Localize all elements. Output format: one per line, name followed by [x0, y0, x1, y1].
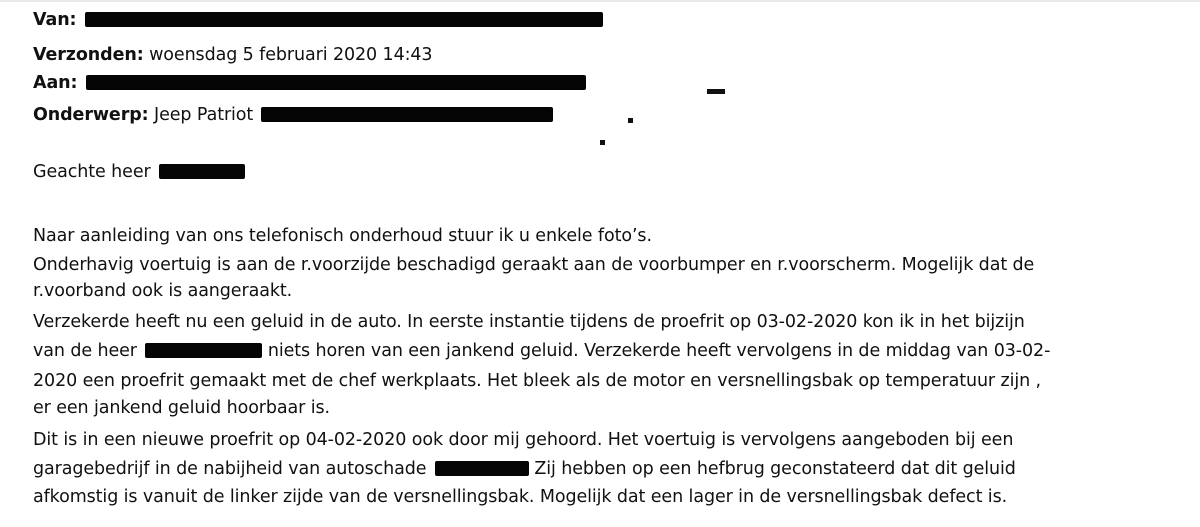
redaction-person — [145, 343, 262, 358]
body-line: Onderhavig voertuig is aan de r.voorzijde beschadigd geraakt aan de voorbumper en r.voorscherm. Mogelijk dat de — [33, 255, 1035, 275]
subject-value: Jeep Patriot — [154, 105, 254, 125]
redaction-from — [85, 12, 603, 27]
redaction-subject — [261, 107, 553, 122]
body-line-part: garagebedrijf in de nabijheid van autoschade — [33, 459, 427, 479]
sent-label: Verzonden: — [33, 45, 144, 65]
scan-speck — [600, 140, 605, 145]
redaction-salutation-name — [159, 164, 245, 179]
salutation-line — [33, 161, 245, 183]
scan-speck — [707, 89, 725, 94]
body-line: r.voorband ook is aangeraakt. — [33, 281, 293, 301]
subject-line — [33, 104, 553, 126]
redaction-company — [435, 461, 529, 476]
subject-label: Onderwerp: — [33, 105, 149, 125]
scan-edge — [0, 0, 1200, 2]
body-line: er een jankend geluid hoorbaar is. — [33, 398, 330, 418]
body-line-part: Zij hebben op een hefbrug geconstateerd dat dit geluid — [534, 459, 1016, 479]
body-line: Naar aanleiding van ons telefonisch onderhoud stuur ik u enkele foto’s. — [33, 226, 652, 246]
redaction-to — [86, 75, 586, 90]
from-label: Van: — [33, 10, 77, 30]
body-line: 2020 een proefrit gemaakt met de chef werkplaats. Het bleek als de motor en versnellingsbak op temperatuur zijn , — [33, 371, 1042, 391]
to-line — [33, 72, 586, 94]
body-line: afkomstig is vanuit de linker zijde van de versnellingsbak. Mogelijk dat een lager in de versnellingsbak defect is. — [33, 487, 1008, 507]
body-line-part: niets horen van een jankend geluid. Verzekerde heeft vervolgens in de middag van 03-02- — [267, 341, 1051, 361]
body-line: Dit is in een nieuwe proefrit op 04-02-2020 ook door mij gehoord. Het voertuig is vervolgens aangeboden bij een — [33, 430, 1014, 450]
body-line-part: van de heer — [33, 341, 137, 361]
salutation: Geachte heer — [33, 162, 151, 182]
body-line-with-redaction — [33, 340, 1050, 362]
from-line — [33, 9, 603, 31]
body-line: Verzekerde heeft nu een geluid in de auto. In eerste instantie tijdens de proefrit op 03-02-2020 kon ik in het bijzijn — [33, 312, 1025, 332]
to-label: Aan: — [33, 73, 78, 93]
sent-value: woensdag 5 februari 2020 14:43 — [149, 45, 433, 65]
sent-line — [33, 44, 432, 66]
body-line-with-redaction — [33, 458, 1016, 480]
scan-speck — [628, 118, 633, 123]
